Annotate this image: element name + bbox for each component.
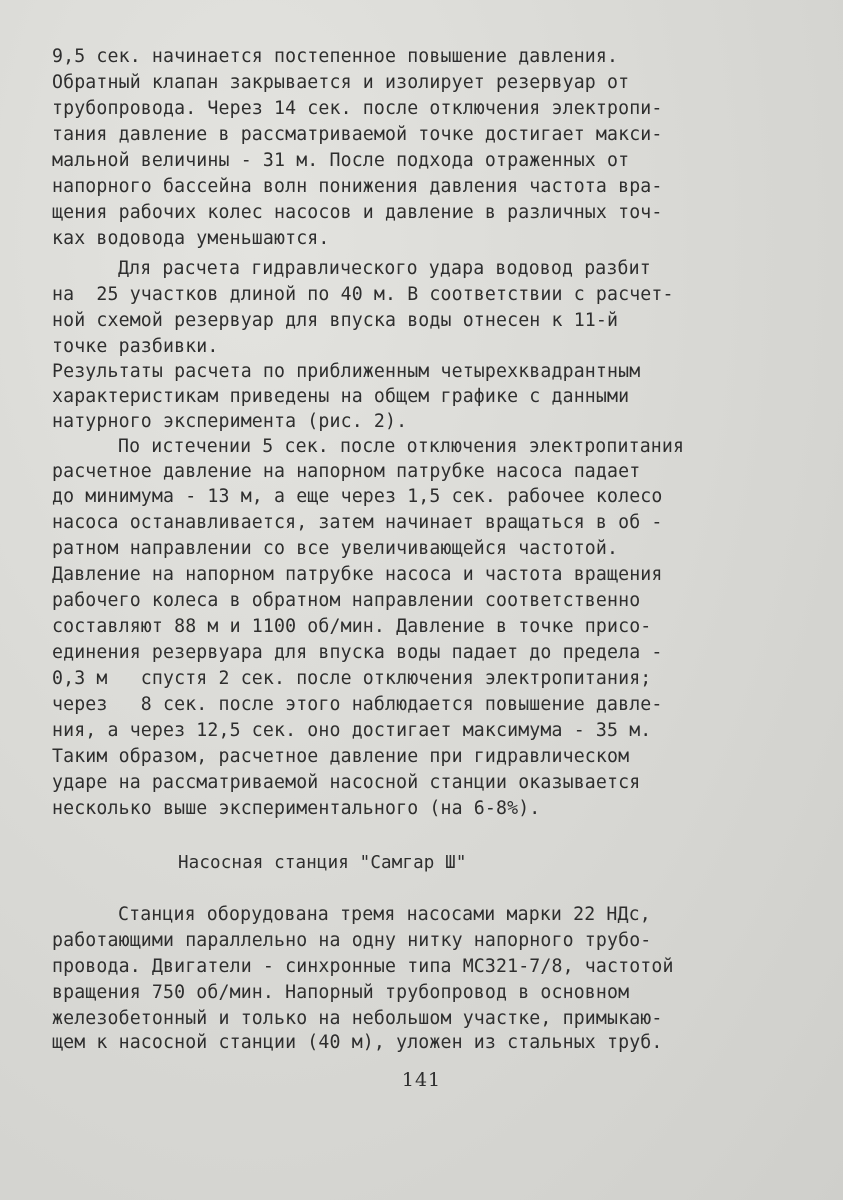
text-line: вращения 750 об/мин. Напорный трубопровод в основном [52,982,630,1003]
text-line: точке разбивки. [52,336,219,357]
text-line: характеристикам приведены на общем графике с данными [52,386,630,407]
text-line: до минимума - 13 м, а еще через 1,5 сек. рабочее колесо [52,486,663,507]
text-line: По истечении 5 сек. после отключения электропитания [118,436,685,457]
text-line: ударе на рассматриваемой насосной станции оказывается [52,772,641,793]
text-line: ния, а через 12,5 сек. оно достигает максимума - 35 м. [52,720,652,741]
text-line: щения рабочих колес насосов и давление в различных точ- [52,202,663,223]
text-line: железобетонный и только на небольшом участке, примыкаю- [52,1008,663,1029]
page-number: 141 [401,1069,442,1091]
text-line: Для расчета гидравлического удара водовод разбит [118,258,651,279]
text-line: несколько выше экспериментального (на 6-8%). [52,798,541,819]
text-line: насоса останавливается, затем начинает вращаться в об - [52,512,663,533]
text-line: провода. Двигатели - синхронные типа МС321-7/8, частотой [52,956,674,977]
text-line: единения резервуара для впуска воды падает до предела - [52,642,663,663]
text-line: Обратный клапан закрывается и изолирует резервуар от [52,72,630,93]
text-line: Результаты расчета по приближенным четырехквадрантным [52,361,641,382]
text-line: напорного бассейна волн понижения давления частота вра- [52,176,663,197]
text-line: трубопровода. Через 14 сек. после отключения электропи- [52,98,663,119]
text-line: ной схемой резервуар для впуска воды отнесен к 11-й [52,310,619,331]
text-line: ратном направлении со все увеличивающейся частотой. [52,538,619,559]
text-line: на 25 участков длиной по 40 м. В соответствии с расчет- [52,284,674,305]
text-line: 0,3 м спустя 2 сек. после отключения электропитания; [52,668,652,689]
text-line: рабочего колеса в обратном направлении соответственно [52,590,641,611]
text-line: расчетное давление на напорном патрубке насоса падает [52,461,641,482]
text-line: работающими параллельно на одну нитку напорного трубо- [52,930,652,951]
text-line: Давление на напорном патрубке насоса и частота вращения [52,564,663,585]
text-line: ках водовода уменьшаются. [52,228,330,249]
text-line: натурного эксперимента (рис. 2). [52,411,408,432]
text-line: Станция оборудована тремя насосами марки 22 НДс, [118,904,651,925]
text-line: мальной величины - 31 м. После подхода отраженных от [52,150,630,171]
text-line: 9,5 сек. начинается постепенное повышение давления. [52,46,619,67]
text-line: Таким образом, расчетное давление при гидравлическом [52,746,630,767]
text-line: щем к насосной станции (40 м), уложен из стальных труб. [52,1032,663,1053]
section-heading: Насосная станция "Самгар Ш" [178,853,467,873]
text-line: составляют 88 м и 1100 об/мин. Давление в точке присо- [52,616,652,637]
text-line: через 8 сек. после этого наблюдается повышение давле- [52,694,663,715]
text-line: тания давление в рассматриваемой точке достигает макси- [52,124,663,145]
